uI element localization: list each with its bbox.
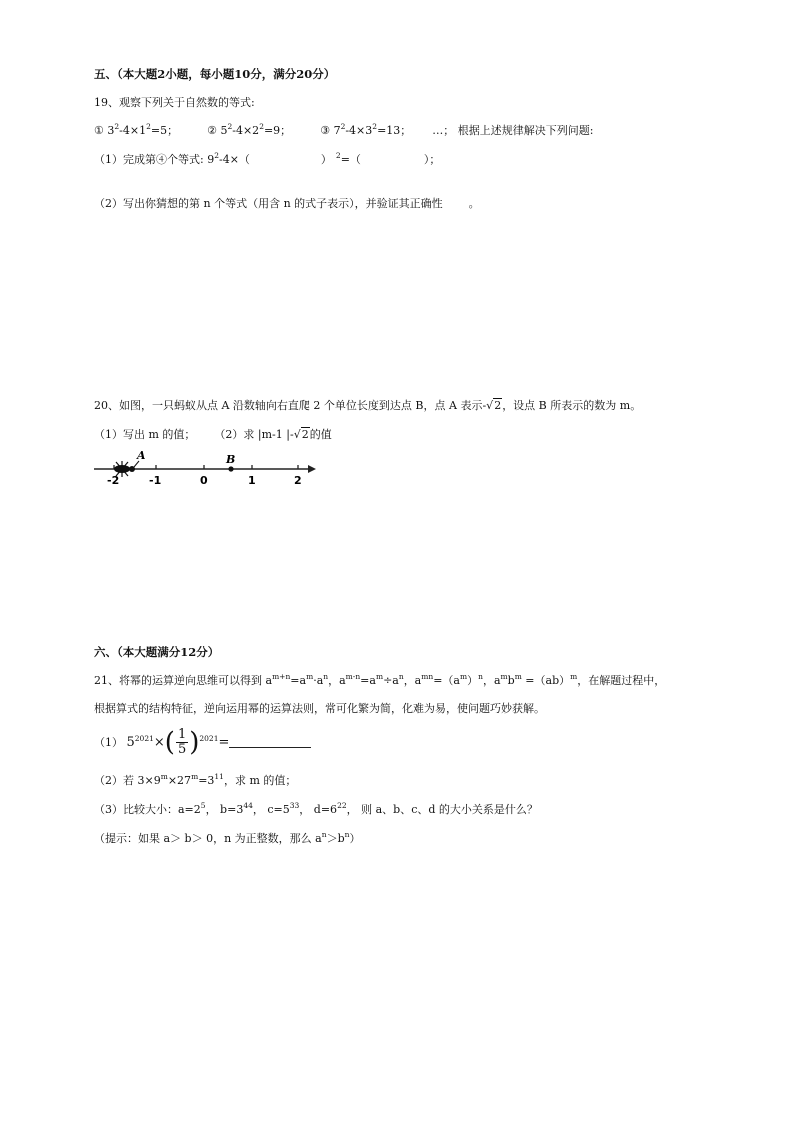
section-6-title: 六、（本大题满分12分） <box>94 645 220 659</box>
q21-stem-line1: 21、将幂的运算逆向思维可以得到 $a^{m+n}=a^m\cdot a^n$，$a^{m-n}=a^m\div a^n$，$a^{mn}=(a^m)^n$，$a^mb^m =(ab)^m$，在解题过程中， <box>94 672 666 687</box>
q21-part3: （3）比较大小：$a=2^5$， $b=3^{44}$， $c=5^{33}$， $d=6^{22}$， 则 a、b、c、d 的大小关系是什么？ <box>94 801 538 816</box>
q20-stem: 20、如图，一只蚂蚁从点 A 沿数轴向右直爬 2 个单位长度到达点 B，点 A 表示-√2，设点 B 所表示的数为 m。 <box>94 399 642 412</box>
number-line-figure <box>94 447 316 489</box>
q21-hint: （提示：如果 a＞ b＞ 0，n 为正整数，那么 $a^n>b^n$） <box>94 830 361 845</box>
section-5-title: 五、（本大题2小题，每小题10分，满分20分） <box>94 67 336 81</box>
tick-label: 0 <box>200 474 208 487</box>
point-b-dot <box>228 466 233 471</box>
q19-part2: （2）写出你猜想的第 n 个等式（用含 n 的式子表示），并验证其正确性 。 <box>94 197 480 210</box>
q21-part1: （1） $5^{2021}\times$( $\frac{1}{5}$ )$^{2021}$= <box>94 728 311 758</box>
q21-part2: （2）若 $3\times 9^m\times 27^m=3^{11}$，求 m 的值； <box>94 772 297 787</box>
q19-part1: （1）完成第④个等式: $9^2-4\times$（ ） $^2$=（ ）； <box>94 151 441 166</box>
q19-equations: ① $3^2-4\times 1^2=5$； ② $5^2-4\times 2^2=9$； ③ $7^2-4\times 3^2=13$； …； 根据上述规律解决下列问题: <box>94 122 594 137</box>
axis-arrow <box>308 465 316 473</box>
eq2-label: ② <box>207 124 217 137</box>
sqrt-2: √2 <box>486 399 502 412</box>
q20-parts: （1）写出 m 的值； （2）求 |m-1 |-√2的值 <box>94 428 332 441</box>
tick-label: -2 <box>107 474 120 487</box>
tick-label: 2 <box>294 474 302 487</box>
eq1-label: ① <box>94 124 104 137</box>
point-b-label: B <box>226 453 236 466</box>
tick-label: 1 <box>248 474 256 487</box>
eq-tail: …； 根据上述规律解决下列问题: <box>432 124 594 137</box>
eq3-label: ③ <box>320 124 331 137</box>
tick-label: -1 <box>149 474 162 487</box>
q21-stem-line2: 根据算式的结构特征，逆向运用幂的运算法则，常可化繁为简，化难为易，使问题巧妙获解。 <box>94 702 545 715</box>
answer-blank[interactable] <box>229 735 311 748</box>
fraction-one-fifth: $\frac{1}{5}$ <box>177 727 187 757</box>
point-a-label: A <box>137 449 146 462</box>
q19-stem: 19、观察下列关于自然数的等式: <box>94 96 255 109</box>
